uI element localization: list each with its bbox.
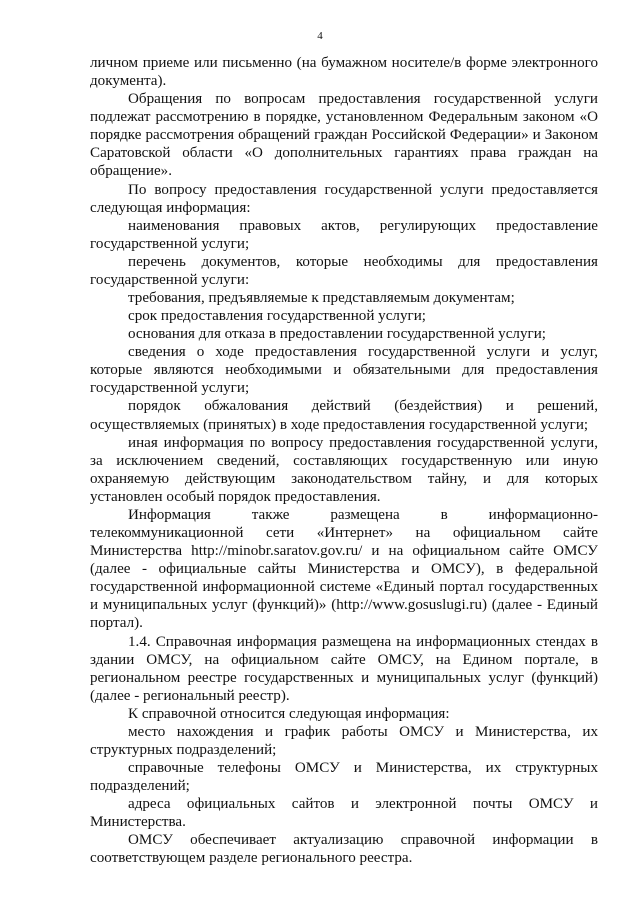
paragraph: перечень документов, которые необходимы для предоставления государственной услуги:: [90, 253, 598, 288]
page-number: 4: [317, 30, 323, 42]
paragraph: По вопросу предоставления государственной услуги предоставляется следующая информация:: [90, 181, 598, 216]
paragraph: 1.4. Справочная информация размещена на информационных стендах в здании ОМСУ, на официальном сайте ОМСУ, на Едином портале, в региональном реестре государственных и муниципальных услуг (функций) (далее - региональный реестр).: [90, 633, 598, 704]
paragraph: справочные телефоны ОМСУ и Министерства, их структурных подразделений;: [90, 760, 598, 795]
paragraph: Информация также размещена в информационно-телекоммуникационной сети «Интернет» на официальном сайте Министерства http://minobr.saratov.gov.ru/ и на официальном сайте ОМСУ (далее - официальные сайты Министерства и ОМСУ), в федеральной государственной информационной системе «Единый портал государственных и муниципальных услуг (функций)» (http://www.gosuslugi.ru) (далее - Единый портал).: [90, 506, 598, 632]
document-body: [90, 54, 598, 868]
paragraph: сведения о ходе предоставления государственной услуги и услуг, которые являются необходимыми и обязательными для предоставления государственной услуги;: [90, 344, 598, 397]
paragraph: ОМСУ обеспечивает актуализацию справочной информации в соответствующем разделе регионального реестра.: [90, 832, 598, 867]
paragraph: адреса официальных сайтов и электронной почты ОМСУ и Министерства.: [90, 796, 598, 831]
paragraph: личном приеме или письменно (на бумажном носителе/в форме электронного документа).: [90, 55, 598, 90]
paragraph: иная информация по вопросу предоставления государственной услуги, за исключением сведений, составляющих государственную или иную охраняемую действующим законодательством тайну, и для которых установлен особый порядок предоставления.: [90, 434, 598, 505]
paragraph: срок предоставления государственной услуги;: [128, 308, 426, 325]
paragraph: место нахождения и график работы ОМСУ и Министерства, их структурных подразделений;: [90, 723, 598, 758]
paragraph: основания для отказа в предоставлении государственной услуги;: [128, 326, 546, 343]
paragraph: наименования правовых актов, регулирующих предоставление государственной услуги;: [90, 217, 598, 252]
paragraph: требования, предъявляемые к представляемым документам;: [128, 290, 515, 307]
paragraph: К справочной относится следующая информация:: [128, 705, 450, 722]
paragraph: Обращения по вопросам предоставления государственной услуги подлежат рассмотрению в порядке, установленном Федеральным законом «О порядке рассмотрения обращений граждан Российской Федерации» и Законом Саратовской области «О дополнительных гарантиях права граждан на обращение».: [90, 91, 598, 180]
paragraph: порядок обжалования действий (бездействия) и решений, осуществляемых (принятых) в ходе предоставления государственной услуги;: [90, 398, 598, 433]
